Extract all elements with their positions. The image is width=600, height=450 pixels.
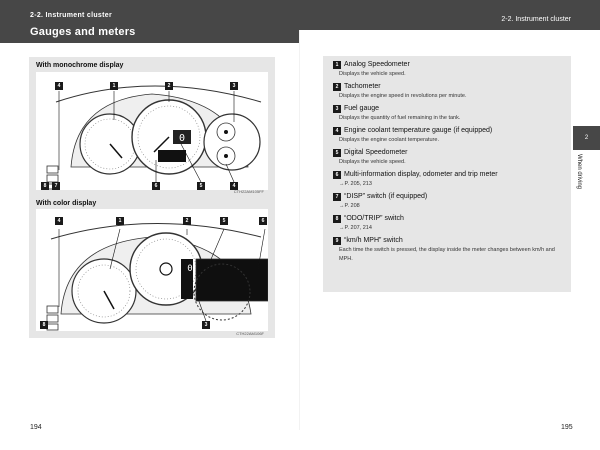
item-title: Engine coolant temperature gauge (if equipped) (344, 127, 493, 134)
page-reference: →P. 207, 214 (339, 225, 372, 231)
item-number: 4 (333, 127, 341, 135)
figure-color (29, 195, 275, 338)
list-item (333, 192, 561, 211)
svg-text:0: 0 (187, 264, 193, 274)
right-page-header (300, 0, 600, 30)
page-reference: →P. 205, 213 (339, 181, 372, 187)
color-cluster-illustration (36, 209, 268, 331)
item-title: Digital Speedometer (344, 149, 408, 156)
left-page-header (0, 0, 300, 43)
item-title: Fuel gauge (344, 105, 380, 112)
item-description: Displays the engine coolant temperature. (339, 137, 439, 143)
item-number: 1 (333, 61, 341, 69)
chapter-tab[interactable]: 2 (573, 126, 600, 150)
figure-label: With monochrome display (36, 62, 124, 69)
callout-3: 3 (230, 82, 238, 90)
item-number: 3 (333, 105, 341, 113)
list-item (333, 236, 561, 264)
callout-7: 7 (52, 182, 60, 190)
page-reference: →P. 208 (339, 203, 360, 209)
item-description: Each time the switch is pressed, the display inside the meter changes between km/h and MPH. (339, 247, 555, 262)
chapter-tab-label: When driving (576, 154, 582, 190)
figure-monochrome (29, 57, 275, 197)
callout-8: 8 (41, 182, 49, 190)
item-title: Multi-information display, odometer and trip meter (344, 171, 498, 178)
callout-3: 3 (202, 321, 210, 329)
callout-5: 5 (220, 217, 228, 225)
list-item (333, 148, 561, 167)
item-number: 5 (333, 149, 341, 157)
callout-6: 6 (259, 217, 267, 225)
item-descriptions (323, 56, 571, 292)
page-gutter (299, 30, 300, 430)
callout-4: 4 (55, 217, 63, 225)
callout-2: 2 (165, 82, 173, 90)
callout-1: 1 (110, 82, 118, 90)
item-description: Displays the quantity of fuel remaining in the tank. (339, 115, 461, 121)
callout-2: 2 (183, 217, 191, 225)
item-title: Analog Speedometer (344, 61, 410, 68)
item-title: “ODO/TRIP” switch (344, 215, 404, 222)
item-description: Displays the engine speed in revolutions per minute. (339, 93, 467, 99)
page-number-left: 194 (30, 424, 42, 431)
item-number: 7 (333, 193, 341, 201)
figure-code: CTH22AM106F (236, 331, 264, 336)
item-title: Tachometer (344, 83, 381, 90)
svg-text:0: 0 (178, 133, 186, 144)
list-item (333, 170, 561, 189)
item-number: 9 (333, 237, 341, 245)
page-number-right: 195 (561, 424, 573, 431)
list-item (333, 104, 561, 123)
callout-4: 4 (55, 82, 63, 90)
list-item (333, 82, 561, 101)
figure-frame (36, 72, 268, 194)
callout-4b: 4 (230, 182, 238, 190)
item-title: “km/h MPH” switch (344, 237, 403, 244)
list-item (333, 214, 561, 233)
page-title: Gauges and meters (30, 26, 136, 38)
list-item (333, 60, 561, 79)
callout-5: 5 (197, 182, 205, 190)
figure-label: With color display (36, 200, 97, 207)
section-label-right: 2-2. Instrument cluster (501, 16, 571, 23)
item-number: 2 (333, 83, 341, 91)
callout-8: 8 (40, 321, 48, 329)
callout-6: 6 (152, 182, 160, 190)
callout-1: 1 (116, 217, 124, 225)
item-description: Displays the vehicle speed. (339, 71, 406, 77)
item-title: “DISP” switch (if equipped) (344, 193, 428, 200)
item-number: 8 (333, 215, 341, 223)
list-item (333, 126, 561, 145)
figure-frame (36, 209, 268, 336)
section-label: 2-2. Instrument cluster (30, 12, 112, 19)
item-number: 6 (333, 171, 341, 179)
figure-code: CTH22AM105FF (233, 189, 264, 194)
item-description: Displays the vehicle speed. (339, 159, 406, 165)
